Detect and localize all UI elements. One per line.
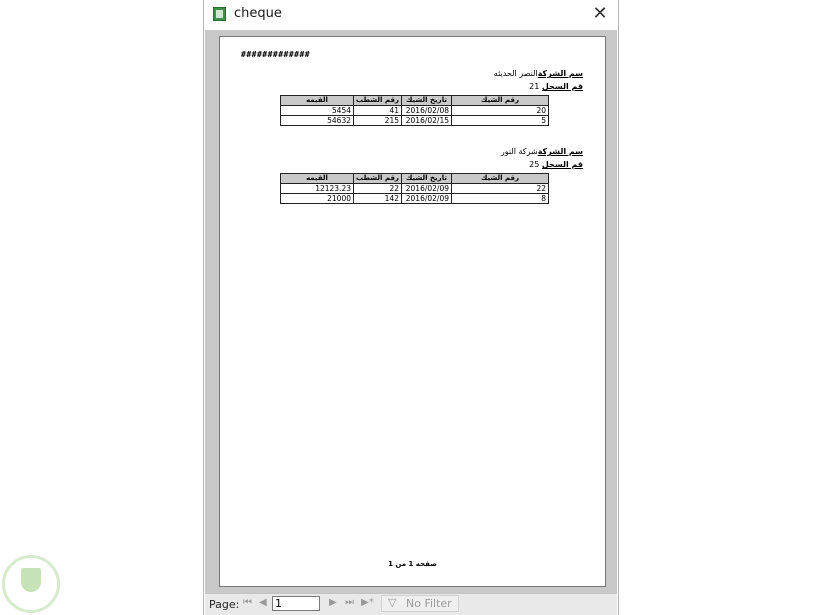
cheque-table [280,95,549,126]
table-cell: 8 [452,194,549,204]
record-navigation-bar [205,593,617,615]
record-label: قم السجل [541,160,583,169]
column-header: القيمه [281,96,354,106]
table-cell: 5454 [281,106,354,116]
table-cell: 21000 [281,194,354,204]
column-header: تاريخ الشيك [402,174,452,184]
record-value: 21 [529,82,540,91]
close-button[interactable]: ✕ [592,3,608,24]
table-header-row [281,174,549,184]
table-row [281,116,549,126]
column-header: رقم الشيك [452,174,549,184]
last-page-icon[interactable]: ⏭ [345,597,354,608]
record-line [529,160,583,169]
table-cell: 142 [354,194,402,204]
table-cell: 41 [354,106,402,116]
cheque-table [280,173,549,204]
company-label: سم الشركة [537,69,583,78]
table-cell: 22 [354,184,402,194]
new-record-icon[interactable]: ▶* [361,597,374,608]
company-label: سم الشركة [537,147,583,156]
company-value: شركة النور [500,147,538,156]
company-value: النصر الحديثه [493,69,538,78]
column-header: رقم الشطب [354,174,402,184]
report-window [203,0,619,615]
table-row [281,194,549,204]
page-label: Page: [209,598,240,611]
company-line [501,147,583,156]
table-cell: 2016/02/09 [402,184,452,194]
window-title: cheque [234,6,282,21]
table-row [281,184,549,194]
page-number-input[interactable] [272,596,320,611]
report-header-hashes: ############# [241,50,311,59]
table-cell: 22 [452,184,549,194]
next-page-icon[interactable]: ▶ [329,597,337,608]
table-cell: 2016/02/08 [402,106,452,116]
column-header: تاريخ الشيك [402,96,452,106]
site-logo-watermark [2,555,60,613]
record-line [529,82,583,91]
report-icon [213,7,226,21]
record-label: قم السجل [541,82,583,91]
report-viewport[interactable] [205,30,617,593]
table-cell: 5 [452,116,549,126]
table-cell: 54632 [281,116,354,126]
table-cell: 2016/02/15 [402,116,452,126]
table-cell: 2016/02/09 [402,194,452,204]
first-page-icon[interactable]: ⏮ [243,597,252,608]
column-header: رقم الشطب [354,96,402,106]
filter-toggle-button[interactable] [381,595,459,612]
table-cell: 12123.23 [281,184,354,194]
table-row [281,106,549,116]
page-footer: صفحه 1 من 1 [388,560,437,568]
prev-page-icon[interactable]: ◀ [259,597,267,608]
column-header: رقم الشيك [452,96,549,106]
table-cell: 215 [354,116,402,126]
title-bar [204,0,618,30]
table-header-row [281,96,549,106]
filter-label: No Filter [406,597,452,610]
filter-icon: ▽ [388,596,397,609]
report-page [219,36,606,587]
company-line [494,69,583,78]
table-cell: 20 [452,106,549,116]
record-value: 25 [529,160,540,169]
column-header: القيمه [281,174,354,184]
